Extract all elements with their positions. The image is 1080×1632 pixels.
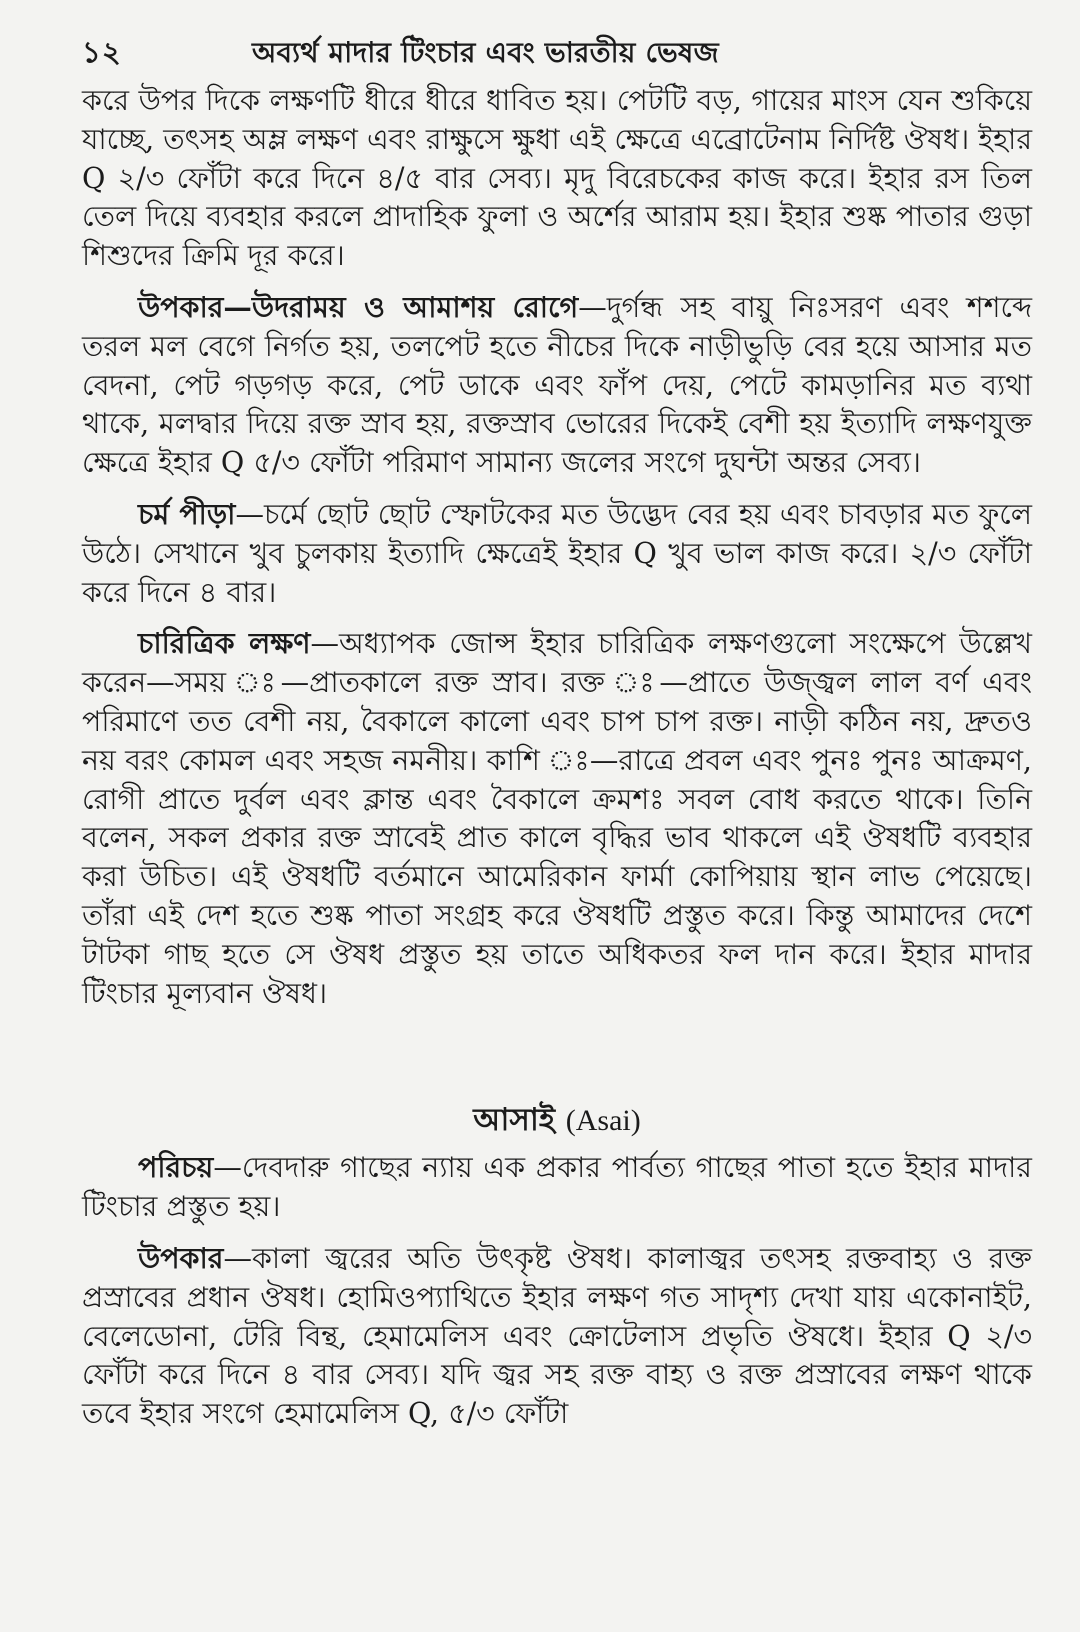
section-heading-latin: (Asai) <box>565 1104 641 1138</box>
page-number: ১২ <box>82 35 122 69</box>
paragraph-body: —দেবদারু গাছের ন্যায় এক প্রকার পার্বত্য গাছের পাতা হতে ইহার মাদার টিংচার প্রস্তুত হয়। <box>82 1151 1032 1224</box>
paragraph-characteristic-symptoms <box>82 624 1032 1013</box>
paragraph-introduction <box>82 1148 1032 1227</box>
paragraph-lead: পরিচয় <box>138 1150 214 1185</box>
paragraph-lead: চারিত্রিক লক্ষণ <box>138 626 311 661</box>
paragraph-lead: চর্ম পীড়া <box>138 496 236 531</box>
running-title: অব্যর্থ মাদার টিংচার এবং ভারতীয় ভেষজ <box>252 36 719 69</box>
paragraph-body: —কালা জ্বরের অতি উৎকৃষ্ট ঔষধ। কালাজ্বর তৎসহ রক্তবাহ্য ও রক্ত প্রস্রাবের প্রধান ঔষধ। হোমিওপ্যাথিতে ইহার লক্ষণ গত সাদৃশ্য দেখা যায় একোনাইট, বেলেডোনা, টেরি বিন্থ, হেমামেলিস এবং ক্রোটেলাস প্রভৃতি ঔষধে। ইহার Q ২/৩ ফোঁটা করে দিনে ৪ বার সেব্য। যদি জ্বর সহ রক্ত বাহ্য ও রক্ত প্রস্রাবের লক্ষণ থাকে তবে ইহার সংগে হেমামেলিস Q, ৫/৩ ফোঁটা <box>82 1241 1032 1431</box>
paragraph-lead: উপকার <box>138 1240 224 1275</box>
page-header <box>82 30 1032 82</box>
section-heading-bengali: আসাই <box>473 1102 555 1139</box>
paragraph-benefit-dysentery <box>82 288 1032 483</box>
paragraph-lead: উপকার—উদরাময় ও আমাশয় রোগে <box>138 289 579 324</box>
section-heading <box>82 1099 1032 1142</box>
paragraph-body: —দুর্গন্ধ সহ বায়ু নিঃসরণ এবং শশব্দে তরল মল বেগে নির্গত হয়, তলপেট হতে নীচের দিকে নাড়ীভুড়ি বের হয়ে আসার মত বেদনা, পেট গড়গড় করে, পেট ডাকে এবং ফাঁপ দেয়, পেটে কামড়ানির মত ব্যথা থাকে, মলদ্বার দিয়ে রক্ত স্রাব হয়, রক্তস্রাব ভোরের দিকেই বেশী হয় ইত্যাদি লক্ষণযুক্ত ক্ষেত্রে ইহার Q ৫/৩ ফোঁটা পরিমাণ সামান্য জলের সংগে দুঘন্টা অন্তর সেব্য। <box>82 290 1032 480</box>
paragraph-continued: করে উপর দিকে লক্ষণটি ধীরে ধীরে ধাবিত হয়। পেটটি বড়, গায়ের মাংস যেন শুকিয়ে যাচ্ছে, তৎসহ অম্ল লক্ষণ এবং রাক্ষুসে ক্ষুধা এই ক্ষেত্রে এব্রোটেনাম নির্দিষ্ট ঔষধ। ইহার Q ২/৩ ফোঁটা করে দিনে ৪/৫ বার সেব্য। মৃদু বিরেচকের কাজ করে। ইহার রস তিল তেল দিয়ে ব্যবহার করলে প্রাদাহিক ফুলা ও অর্শের আরাম হয়। ইহার শুষ্ক পাতার গুড়া শিশুদের ক্রিমি দূর করে। <box>82 84 1032 273</box>
paragraph-body: —অধ্যাপক জোন্স ইহার চারিত্রিক লক্ষণগুলো সংক্ষেপে উল্লেখ করেন—সময় ঃ—প্রাতকালে রক্ত স্রাব। রক্ত ঃ—প্রাতে উজ্জ্বল লাল বর্ণ এবং পরিমাণে তত বেশী নয়, বৈকালে কালো এবং চাপ চাপ রক্ত। নাড়ী কঠিন নয়, দ্রুতও নয় বরং কোমল এবং সহজ নমনীয়। কাশি ঃ—রাত্রে প্রবল এবং পুনঃ পুনঃ আক্রমণ, রোগী প্রাতে দুর্বল এবং ক্লান্ত এবং বৈকালে ক্রমশঃ সবল বোধ করতে থাকে। তিনি বলেন, সকল প্রকার রক্ত স্রাবেই প্রাত কালে বৃদ্ধির ভাব থাকলে এই ঔষধটি ব্যবহার করা উচিত। এই ঔষধটি বর্তমানে আমেরিকান ফার্মা কোপিয়ায় স্থান লাভ পেয়েছে। তাঁরা এই দেশ হতে শুষ্ক পাতা সংগ্রহ করে ঔষধটি প্রস্তুত করে। কিন্তু আমাদের দেশে টাটকা গাছ হতে সে ঔষধ প্রস্তুত হয় তাতে অধিকতর ফল দান করে। ইহার মাদার টিংচার মূল্যবান ঔষধ। <box>82 627 1032 1010</box>
paragraph-skin-disease <box>82 495 1032 612</box>
paragraph-benefit-kala-azar <box>82 1239 1032 1434</box>
paragraph-body: —চর্মে ছোট ছোট স্ফোটকের মত উদ্ভেদ বের হয় এবং চাবড়ার মত ফুলে উঠে। সেখানে খুব চুলকায় ইত্যাদি ক্ষেত্রেই ইহার Q খুব ভাল কাজ করে। ২/৩ ফোঁটা করে দিনে ৪ বার। <box>82 497 1032 609</box>
